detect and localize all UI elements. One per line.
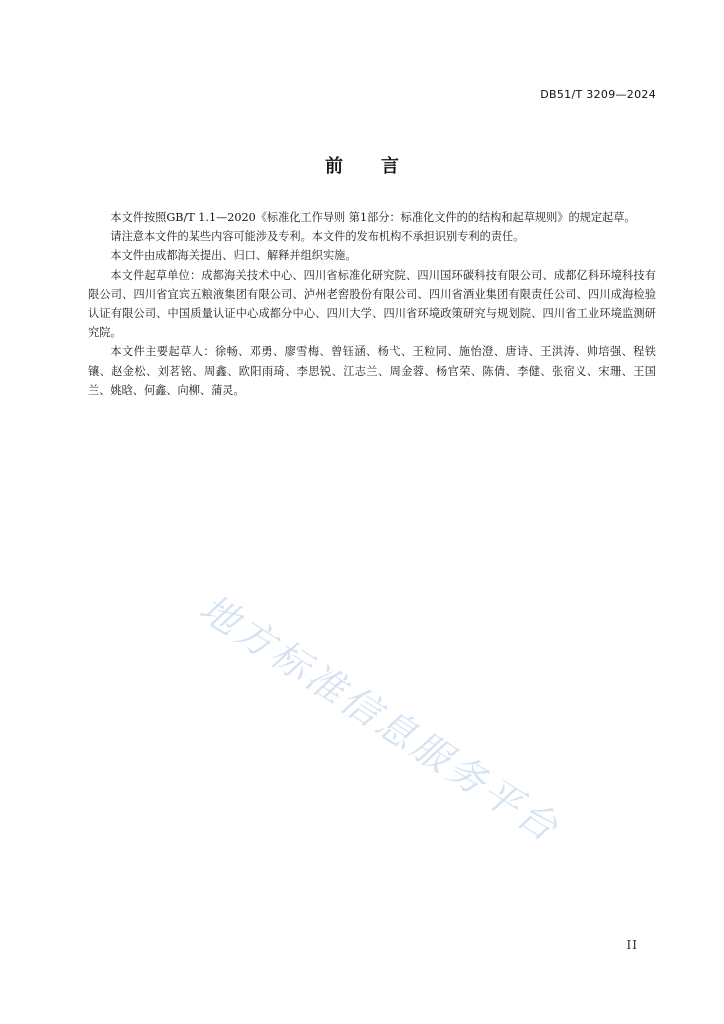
standard-code: DB51/T 3209—2024 xyxy=(540,88,656,101)
page-number: II xyxy=(626,938,638,952)
title-char-1: 前 xyxy=(325,156,343,177)
watermark: 地方标准信息服务平台 xyxy=(191,585,569,852)
foreword-body xyxy=(88,208,656,400)
paragraph-patent-notice: 请注意本文件的某些内容可能涉及专利。本文件的发布机构不承担识别专利的责任。 xyxy=(110,230,525,244)
paragraph-drafting-basis: 本文件按照GB/T 1.1—2020《标准化工作导则 第1部分：标准化文件的的结构和起草规则》的规定起草。 xyxy=(110,211,636,224)
paragraph-drafting-organizations: 本文件起草单位：成都海关技术中心、四川省标准化研究院、四川国环碳科技有限公司、成都亿科环境科技有限公司、四川省宜宾五粮液集团有限公司、泸州老窖股份有限公司、四川省酒业集团有限责任公司、四川成海检验认证有限公司、中国质量认证中心成都分中心、四川大学、四川省环境政策研究与规划院、四川省工业环境监测研究院。 xyxy=(88,268,656,340)
page-title xyxy=(0,152,724,178)
paragraph-main-drafters: 本文件主要起草人：徐畅、邓勇、廖雪梅、曾钰涵、杨弋、王粒同、施怡澄、唐诗、王洪涛、帅培强、程铁镶、赵金松、刘茗铭、周鑫、欧阳雨琦、李思锐、江志兰、周金蓉、杨官荣、陈倩、李健、张宿义、宋珊、王国兰、姚晗、何鑫、向柳、蒲灵。 xyxy=(88,345,656,397)
title-char-2: 言 xyxy=(381,156,399,177)
paragraph-proposer: 本文件由成都海关提出、归口、解释并组织实施。 xyxy=(110,249,357,263)
